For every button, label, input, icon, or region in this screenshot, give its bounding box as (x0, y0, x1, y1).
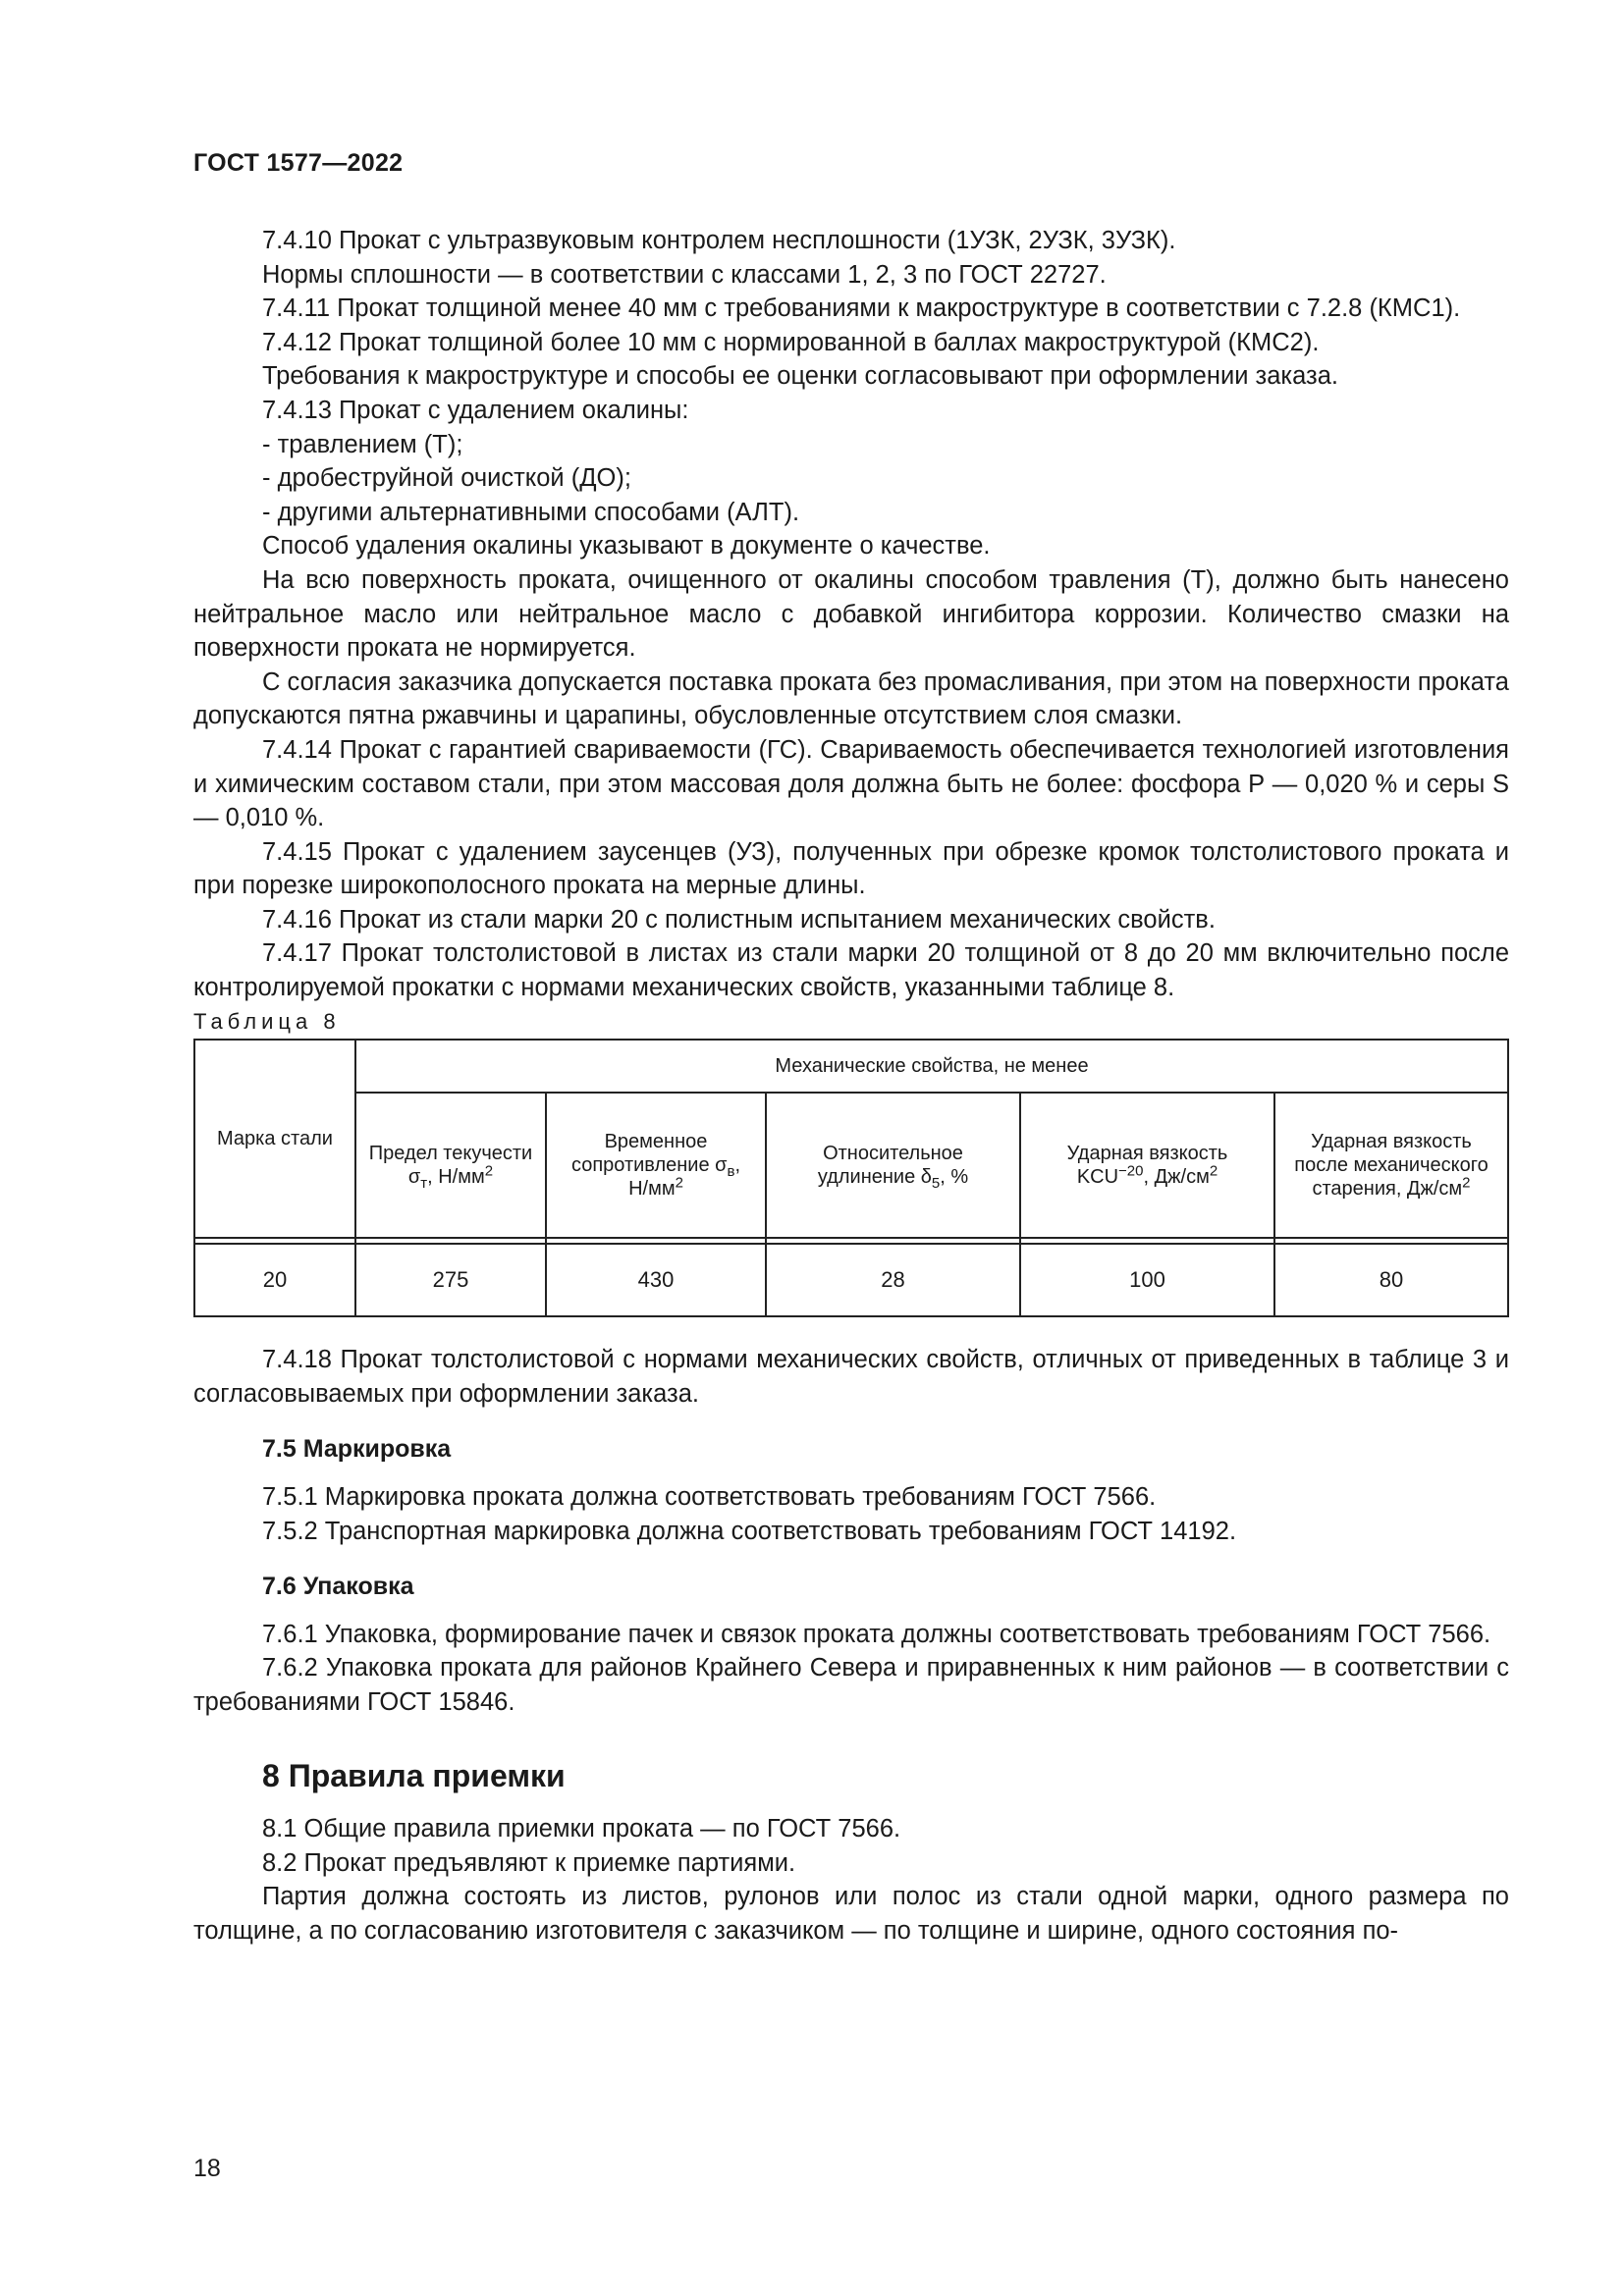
mechanical-properties-table (193, 1039, 1509, 1317)
table-cell: 275 (355, 1244, 546, 1316)
paragraph: 7.4.16 Прокат из стали марки 20 с полистным испытанием механических свойств. (262, 905, 1216, 934)
paragraph: 7.4.13 Прокат с удалением окалины: (262, 396, 689, 424)
paragraph: Требования к макроструктуре и способы ее оценки согласовывают при оформлении заказа. (262, 362, 1338, 391)
paragraph: 7.4.11 Прокат толщиной менее 40 мм с требованиями к макроструктуре в соответствии с 7.2.8 (КМС1). (262, 294, 1461, 323)
paragraph: 7.4.17 Прокат толстолистовой в листах из стали марки 20 толщиной от 8 до 20 мм включительно после контролируемой прокатки с нормами механических свойств, указанными таблице 8. (193, 939, 1509, 1002)
header-steel-grade: Марка стали (194, 1040, 355, 1238)
section-heading: 7.6 Упаковка (262, 1573, 414, 1601)
paragraph: 7.5.1 Маркировка проката должна соответствовать требованиям ГОСТ 7566. (262, 1483, 1157, 1512)
paragraph: 7.4.18 Прокат толстолистовой с нормами механических свойств, отличных от приведенных в таблице 3 и согласовываемых при оформлении заказа. (193, 1346, 1509, 1408)
paragraph: 7.5.2 Транспортная маркировка должна соответствовать требованиям ГОСТ 14192. (262, 1517, 1237, 1545)
list-item: - другими альтернативными способами (АЛТ). (262, 498, 800, 526)
paragraph: 8.1 Общие правила приемки проката — по ГОСТ 7566. (262, 1815, 901, 1843)
table-cell: 28 (766, 1244, 1020, 1316)
table-cell: 80 (1274, 1244, 1508, 1316)
table-row (194, 1244, 1508, 1316)
list-item: - дробеструйной очисткой (ДО); (262, 464, 631, 493)
paragraph: 7.6.1 Упаковка, формирование пачек и связок проката должны соответствовать требованиям ГОСТ 7566. (262, 1620, 1491, 1648)
paragraph: 7.4.12 Прокат толщиной более 10 мм с нормированной в баллах макроструктурой (КМС2). (262, 328, 1320, 356)
list-item: - травлением (Т); (262, 430, 463, 458)
header-tensile-strength: Временное сопротивление $\sigma_в$, $Н/мм^2$ (546, 1093, 766, 1238)
paragraph: Нормы сплошности — в соответствии с классами 1, 2, 3 по ГОСТ 22727. (262, 260, 1107, 289)
header-impact-strength-aged: Ударная вязкость после механического старения, $Дж/см^2$ (1274, 1093, 1508, 1238)
section-heading: 7.5 Маркировка (262, 1435, 452, 1464)
document-body (193, 224, 1509, 1949)
document-header: ГОСТ 1577—2022 (193, 149, 404, 177)
paragraph: На всю поверхность проката, очищенного от окалины способом травления (Т), должно быть нанесено нейтральное масло или нейтральное масло с добавкой ингибитора коррозии. Количество смазки на поверхности проката не нормируется. (193, 565, 1509, 663)
header-elongation: Относительное удлинение $\delta_5$, % (766, 1093, 1020, 1238)
paragraph: 7.4.10 Прокат с ультразвуковым контролем несплошности (1УЗК, 2УЗК, 3УЗК). (262, 227, 1176, 254)
paragraph: С согласия заказчика допускается поставка проката без промасливания, при этом на поверхности проката допускаются пятна ржавчины и царапины, обусловленные отсутствием слоя смазки. (193, 667, 1509, 730)
header-yield-strength: Предел текучести $\sigma_т$, $Н/мм^2$ (355, 1093, 546, 1238)
chapter-heading: 8 Правила приемки (262, 1757, 566, 1793)
paragraph: 7.4.14 Прокат с гарантией свариваемости (ГС). Свариваемость обеспечивается технологией изготовления и химическим составом стали, при этом массовая доля должна быть не более: фосфора Р — 0,020 % и серы S — 0,010 %. (193, 735, 1509, 832)
table-caption: Таблица 8 (193, 1008, 341, 1034)
header-group: Механические свойства, не менее (355, 1040, 1508, 1093)
paragraph: 7.6.2 Упаковка проката для районов Крайнего Севера и приравненных к ним районов — в соответствии с требованиями ГОСТ 15846. (193, 1654, 1509, 1716)
paragraph: 7.4.15 Прокат с удалением заусенцев (УЗ), полученных при обрезке кромок толстолистового проката и при порезке широкополосного проката на мерные длины. (193, 837, 1509, 900)
paragraph: Партия должна состоять из листов, рулонов или полос из стали одной марки, одного размера по толщине, а по согласованию изготовителя с заказчиком — по толщине и ширине, одного состояния по- (193, 1883, 1509, 1945)
table-cell: 20 (194, 1244, 355, 1316)
header-impact-strength: Ударная вязкость $KCU^{-20}$, $Дж/см^2$ (1020, 1093, 1274, 1238)
table-cell: 100 (1020, 1244, 1274, 1316)
table-cell: 430 (546, 1244, 766, 1316)
page-number: 18 (193, 2155, 221, 2182)
paragraph: 8.2 Прокат предъявляют к приемке партиями. (262, 1848, 796, 1877)
paragraph: Способ удаления окалины указывают в документе о качестве. (262, 532, 991, 561)
